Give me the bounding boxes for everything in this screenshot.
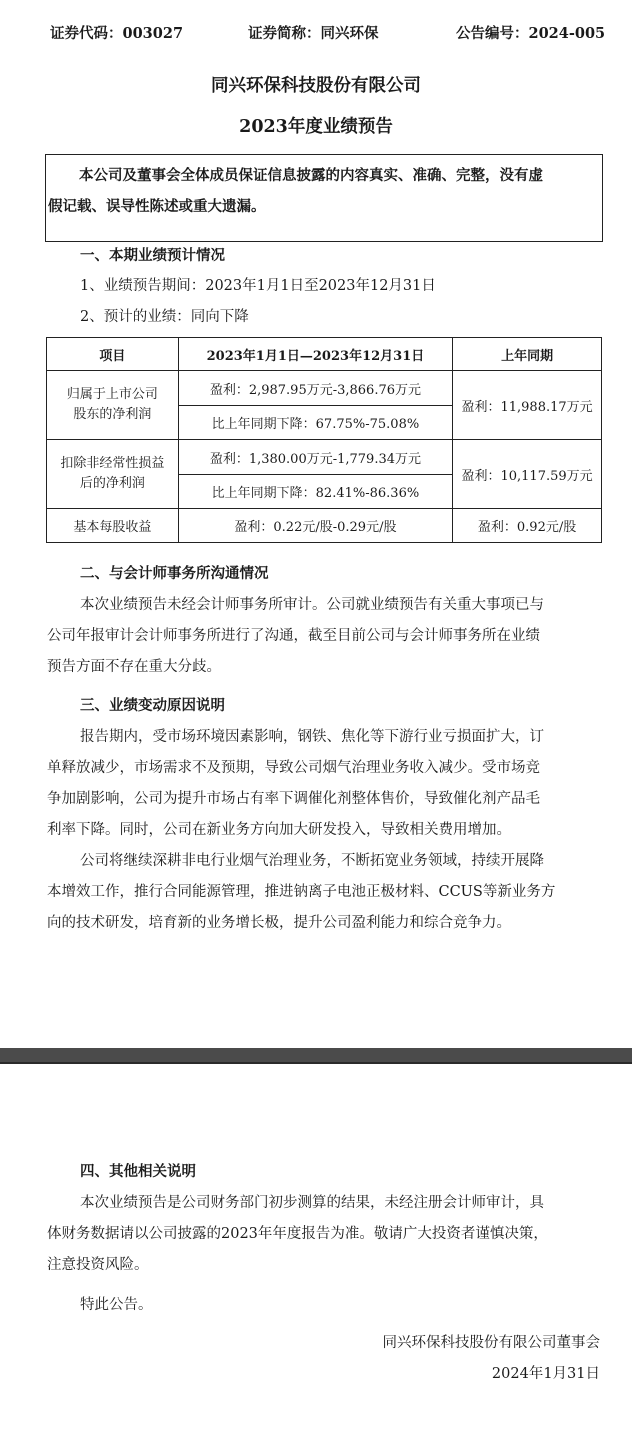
section-4-line: 注意投资风险。 xyxy=(47,1257,149,1273)
row-label-eps: 基本每股收益 xyxy=(47,509,179,543)
table-header-period: 2023年1月1日—2023年12月31日 xyxy=(178,338,452,371)
section-4-line: 本次业绩预告是公司财务部门初步测算的结果，未经注册会计师审计，具 xyxy=(80,1195,544,1211)
stock-short-name: 证券简称：同兴环保 xyxy=(248,25,379,42)
section-4-heading: 四、其他相关说明 xyxy=(80,1163,196,1180)
section-3-line: 公司将继续深耕非电行业烟气治理业务，不断拓宽业务领域，持续开展降 xyxy=(80,853,544,869)
row-label-line: 扣除非经常性损益 xyxy=(60,456,165,471)
signature-date: 2024年1月31日 xyxy=(491,1366,600,1382)
page-break-divider xyxy=(0,1048,632,1064)
section-3-line: 利率下降。同时，公司在新业务方向加大研发投入，导致相关费用增加。 xyxy=(47,822,511,838)
table-row xyxy=(47,371,602,406)
table-header-row xyxy=(47,338,602,371)
section-2-line: 预告方面不存在重大分歧。 xyxy=(47,659,221,675)
signature-org: 同兴环保科技股份有限公司董事会 xyxy=(382,1335,600,1351)
section-4-line: 体财务数据请以公司披露的2023年年度报告为准。敬请广大投资者谨慎决策， xyxy=(47,1226,548,1242)
section-3-line: 单释放减少，市场需求不及预期，导致公司烟气治理业务收入减少。受市场竞 xyxy=(47,760,540,776)
row-label-line: 股东的净利润 xyxy=(73,407,152,422)
row-label-line: 归属于上市公司 xyxy=(66,387,158,402)
notice-number: 公告编号：2024-005 xyxy=(456,25,606,42)
table-row xyxy=(47,440,602,475)
section-3-line: 向的技术研发，培育新的业务增长极，提升公司盈利能力和综合竞争力。 xyxy=(47,915,511,931)
table-row xyxy=(47,509,602,543)
row-label-deducted-profit xyxy=(47,440,179,509)
forecast-table xyxy=(46,337,602,543)
net-profit-prior: 盈利：11,988.17万元 xyxy=(453,371,602,440)
row-label-line: 后的净利润 xyxy=(79,476,145,491)
expected-performance: 2、预计的业绩：同向下降 xyxy=(80,309,249,325)
section-2-line: 本次业绩预告未经会计师事务所审计。公司就业绩预告有关重大事项已与 xyxy=(80,597,544,613)
disclaimer-line-2: 假记载、误导性陈述或重大遗漏。 xyxy=(48,198,266,215)
section-2-heading: 二、与会计师事务所沟通情况 xyxy=(80,565,269,582)
section-3-line: 报告期内，受市场环境因素影响，钢铁、焦化等下游行业亏损面扩大，订 xyxy=(80,729,544,745)
table-header-item: 项目 xyxy=(47,338,179,371)
section-3-heading: 三、业绩变动原因说明 xyxy=(80,697,225,714)
deducted-profit-forecast: 盈利：1,380.00万元-1,779.34万元 xyxy=(178,440,452,475)
closing-remark: 特此公告。 xyxy=(80,1297,153,1313)
net-profit-forecast: 盈利：2,987.95万元-3,866.76万元 xyxy=(178,371,452,406)
deducted-profit-change: 比上年同期下降：82.41%-86.36% xyxy=(178,475,452,509)
forecast-period: 1、业绩预告期间：2023年1月1日至2023年12月31日 xyxy=(80,278,436,294)
section-2-line: 公司年报审计会计师事务所进行了沟通，截至目前公司与会计师事务所在业绩 xyxy=(47,628,540,644)
section-1-heading: 一、本期业绩预计情况 xyxy=(80,247,225,264)
table-header-prior: 上年同期 xyxy=(453,338,602,371)
row-label-net-profit xyxy=(47,371,179,440)
section-3-line: 本增效工作，推行合同能源管理，推进钠离子电池正极材料、CCUS等新业务方 xyxy=(47,884,556,900)
company-title: 同兴环保科技股份有限公司 xyxy=(211,76,421,96)
report-title: 2023年度业绩预告 xyxy=(239,117,393,137)
section-3-line: 争加剧影响，公司为提升市场占有率下调催化剂整体售价，导致催化剂产品毛 xyxy=(47,791,540,807)
deducted-profit-prior: 盈利：10,117.59万元 xyxy=(453,440,602,509)
eps-forecast: 盈利：0.22元/股-0.29元/股 xyxy=(178,509,452,543)
disclaimer-line-1: 本公司及董事会全体成员保证信息披露的内容真实、准确、完整，没有虚 xyxy=(79,167,543,184)
eps-prior: 盈利：0.92元/股 xyxy=(453,509,602,543)
disclaimer-box xyxy=(45,154,603,242)
net-profit-change: 比上年同期下降：67.75%-75.08% xyxy=(178,406,452,440)
stock-code: 证券代码：003027 xyxy=(50,25,184,42)
